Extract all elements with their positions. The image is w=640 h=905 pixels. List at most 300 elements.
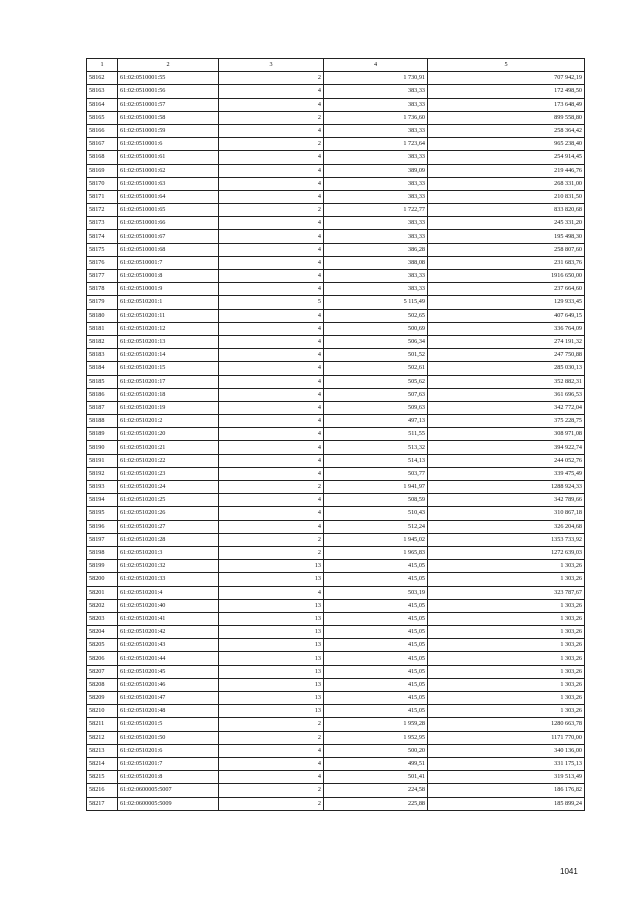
table-cell: 58201 <box>87 586 118 599</box>
table-cell: 4 <box>219 388 324 401</box>
table-cell: 508,59 <box>324 494 428 507</box>
table-cell: 1 303,26 <box>428 612 585 625</box>
table-row <box>87 599 585 612</box>
table-cell: 61:02:0510001:66 <box>118 217 219 230</box>
table-cell: 326 204,68 <box>428 520 585 533</box>
table-cell: 13 <box>219 560 324 573</box>
table-cell: 319 513,49 <box>428 771 585 784</box>
header-cell: 3 <box>219 59 324 72</box>
table-cell: 61:02:0510001:56 <box>118 85 219 98</box>
table-cell: 1 303,26 <box>428 599 585 612</box>
table-row <box>87 415 585 428</box>
table-cell: 61:02:0510001:57 <box>118 98 219 111</box>
table-cell: 1288 924,33 <box>428 481 585 494</box>
table-cell: 237 664,60 <box>428 283 585 296</box>
table-cell: 58195 <box>87 507 118 520</box>
table-row <box>87 204 585 217</box>
table-row <box>87 230 585 243</box>
table-cell: 2 <box>219 138 324 151</box>
table-cell: 1 941,97 <box>324 481 428 494</box>
table-row <box>87 744 585 757</box>
table-cell: 13 <box>219 665 324 678</box>
table-cell: 173 648,49 <box>428 98 585 111</box>
table-cell: 361 696,53 <box>428 388 585 401</box>
table-cell: 61:02:0510201:6 <box>118 744 219 757</box>
table-cell: 61:02:0510001:55 <box>118 72 219 85</box>
table-cell: 4 <box>219 243 324 256</box>
table-cell: 58211 <box>87 718 118 731</box>
table-cell: 2 <box>219 546 324 559</box>
table-cell: 58183 <box>87 349 118 362</box>
table-cell: 4 <box>219 375 324 388</box>
table-cell: 407 649,15 <box>428 309 585 322</box>
table-cell: 58182 <box>87 335 118 348</box>
table-row <box>87 797 585 810</box>
table-cell: 61:02:0510201:15 <box>118 362 219 375</box>
table-cell: 61:02:0510201:46 <box>118 678 219 691</box>
table-cell: 1 303,26 <box>428 678 585 691</box>
table-cell: 61:02:0510001:62 <box>118 164 219 177</box>
table-cell: 308 971,08 <box>428 428 585 441</box>
table-cell: 61:02:0510201:33 <box>118 573 219 586</box>
table-cell: 58207 <box>87 665 118 678</box>
table-cell: 61:02:0510201:45 <box>118 665 219 678</box>
table-cell: 61:02:0510001:64 <box>118 190 219 203</box>
table-cell: 61:02:0510201:8 <box>118 771 219 784</box>
table-cell: 58165 <box>87 111 118 124</box>
table-cell: 268 331,00 <box>428 177 585 190</box>
table-cell: 129 933,45 <box>428 296 585 309</box>
table-cell: 1 722,77 <box>324 204 428 217</box>
table-cell: 383,33 <box>324 151 428 164</box>
table-cell: 2 <box>219 72 324 85</box>
table-row <box>87 322 585 335</box>
table-row <box>87 85 585 98</box>
table-row <box>87 190 585 203</box>
table-cell: 1171 770,00 <box>428 731 585 744</box>
table-row <box>87 731 585 744</box>
table-cell: 61:02:0510201:13 <box>118 335 219 348</box>
table-cell: 61:02:0510201:23 <box>118 467 219 480</box>
table-row <box>87 375 585 388</box>
table-cell: 58196 <box>87 520 118 533</box>
table-cell: 4 <box>219 177 324 190</box>
table-cell: 61:02:0510201:2 <box>118 415 219 428</box>
table-cell: 4 <box>219 230 324 243</box>
table-cell: 61:02:0510201:21 <box>118 441 219 454</box>
table-cell: 2 <box>219 797 324 810</box>
table-cell: 707 942,19 <box>428 72 585 85</box>
table-cell: 4 <box>219 283 324 296</box>
table-cell: 58205 <box>87 639 118 652</box>
table-cell: 415,05 <box>324 705 428 718</box>
table-row <box>87 441 585 454</box>
table-row <box>87 705 585 718</box>
table-cell: 58203 <box>87 612 118 625</box>
table-cell: 61:02:0510201:43 <box>118 639 219 652</box>
table-cell: 172 498,50 <box>428 85 585 98</box>
table-cell: 58168 <box>87 151 118 164</box>
table-cell: 61:02:0510201:44 <box>118 652 219 665</box>
table-row <box>87 428 585 441</box>
table-cell: 1916 650,00 <box>428 270 585 283</box>
table-cell: 340 136,00 <box>428 744 585 757</box>
table-cell: 61:02:0510201:4 <box>118 586 219 599</box>
table-cell: 4 <box>219 428 324 441</box>
table-row <box>87 771 585 784</box>
table-cell: 415,05 <box>324 639 428 652</box>
table-cell: 61:02:0510001:8 <box>118 270 219 283</box>
table-cell: 4 <box>219 467 324 480</box>
table-cell: 61:02:0510201:41 <box>118 612 219 625</box>
table-cell: 61:02:0510201:22 <box>118 454 219 467</box>
table-row <box>87 243 585 256</box>
table-cell: 61:02:0510201:11 <box>118 309 219 322</box>
header-row <box>87 59 585 72</box>
table-row <box>87 124 585 137</box>
data-table <box>86 58 585 811</box>
table-cell: 58204 <box>87 626 118 639</box>
table-cell: 61:02:0510001:65 <box>118 204 219 217</box>
table-cell: 231 683,76 <box>428 256 585 269</box>
table-cell: 383,33 <box>324 230 428 243</box>
table-cell: 186 176,82 <box>428 784 585 797</box>
table-cell: 58174 <box>87 230 118 243</box>
table-cell: 61:02:0510201:18 <box>118 388 219 401</box>
table-cell: 502,65 <box>324 309 428 322</box>
table-cell: 58217 <box>87 797 118 810</box>
table-cell: 219 446,76 <box>428 164 585 177</box>
table-cell: 58177 <box>87 270 118 283</box>
table-cell: 58191 <box>87 454 118 467</box>
table-cell: 285 030,13 <box>428 362 585 375</box>
table-cell: 58167 <box>87 138 118 151</box>
table-cell: 58200 <box>87 573 118 586</box>
table-cell: 224,58 <box>324 784 428 797</box>
table-cell: 415,05 <box>324 665 428 678</box>
table-cell: 510,43 <box>324 507 428 520</box>
table-cell: 58214 <box>87 757 118 770</box>
table-cell: 4 <box>219 85 324 98</box>
table-cell: 185 899,24 <box>428 797 585 810</box>
table-cell: 58162 <box>87 72 118 85</box>
table-cell: 499,51 <box>324 757 428 770</box>
table-cell: 61:02:0510001:68 <box>118 243 219 256</box>
table-cell: 58175 <box>87 243 118 256</box>
table-cell: 383,33 <box>324 85 428 98</box>
table-cell: 13 <box>219 705 324 718</box>
table-cell: 1 945,02 <box>324 533 428 546</box>
table-cell: 1 736,60 <box>324 111 428 124</box>
table-cell: 61:02:0510001:7 <box>118 256 219 269</box>
table-row <box>87 507 585 520</box>
table-cell: 2 <box>219 111 324 124</box>
table-cell: 61:02:0510201:27 <box>118 520 219 533</box>
table-cell: 225,88 <box>324 797 428 810</box>
table-cell: 383,33 <box>324 217 428 230</box>
table-cell: 58181 <box>87 322 118 335</box>
table-cell: 61:02:0510201:40 <box>118 599 219 612</box>
table-cell: 383,33 <box>324 190 428 203</box>
table-cell: 415,05 <box>324 560 428 573</box>
table-row <box>87 718 585 731</box>
table-row <box>87 454 585 467</box>
table-cell: 61:02:0510201:14 <box>118 349 219 362</box>
table-row <box>87 335 585 348</box>
table-cell: 58170 <box>87 177 118 190</box>
table-cell: 4 <box>219 494 324 507</box>
table-cell: 58216 <box>87 784 118 797</box>
table-row <box>87 388 585 401</box>
table-cell: 4 <box>219 270 324 283</box>
table-row <box>87 533 585 546</box>
table-cell: 58202 <box>87 599 118 612</box>
table-cell: 503,77 <box>324 467 428 480</box>
table-cell: 1 723,64 <box>324 138 428 151</box>
table-cell: 4 <box>219 586 324 599</box>
table-cell: 4 <box>219 757 324 770</box>
table-cell: 61:02:0510201:26 <box>118 507 219 520</box>
table-cell: 13 <box>219 678 324 691</box>
table-cell: 61:02:0510001:61 <box>118 151 219 164</box>
table-cell: 500,69 <box>324 322 428 335</box>
table-row <box>87 111 585 124</box>
table-cell: 388,08 <box>324 256 428 269</box>
table-row <box>87 678 585 691</box>
table-cell: 247 750,88 <box>428 349 585 362</box>
table-cell: 61:02:0510201:20 <box>118 428 219 441</box>
table-cell: 58176 <box>87 256 118 269</box>
table-cell: 415,05 <box>324 573 428 586</box>
table-cell: 501,41 <box>324 771 428 784</box>
table-cell: 1 303,26 <box>428 626 585 639</box>
table-cell: 258 807,60 <box>428 243 585 256</box>
header-cell: 1 <box>87 59 118 72</box>
table-cell: 61:02:0600005:5009 <box>118 797 219 810</box>
table-row <box>87 283 585 296</box>
table-cell: 505,62 <box>324 375 428 388</box>
table-cell: 415,05 <box>324 692 428 705</box>
table-cell: 58172 <box>87 204 118 217</box>
page-number: 1041 <box>560 867 578 876</box>
table-cell: 2 <box>219 731 324 744</box>
table-cell: 386,28 <box>324 243 428 256</box>
table-row <box>87 270 585 283</box>
table-cell: 415,05 <box>324 599 428 612</box>
table-cell: 5 <box>219 296 324 309</box>
table-cell: 2 <box>219 481 324 494</box>
table-cell: 497,13 <box>324 415 428 428</box>
table-cell: 58166 <box>87 124 118 137</box>
table-cell: 13 <box>219 692 324 705</box>
table-cell: 4 <box>219 217 324 230</box>
table-cell: 2 <box>219 718 324 731</box>
table-cell: 58173 <box>87 217 118 230</box>
table-cell: 4 <box>219 190 324 203</box>
table-cell: 4 <box>219 520 324 533</box>
table-cell: 1 303,26 <box>428 652 585 665</box>
table-cell: 1280 663,78 <box>428 718 585 731</box>
table-cell: 58194 <box>87 494 118 507</box>
table-cell: 274 191,32 <box>428 335 585 348</box>
table-cell: 415,05 <box>324 626 428 639</box>
table-cell: 58197 <box>87 533 118 546</box>
table-row <box>87 586 585 599</box>
table-cell: 61:02:0510201:19 <box>118 401 219 414</box>
table-cell: 506,34 <box>324 335 428 348</box>
table-cell: 2 <box>219 533 324 546</box>
table-cell: 58210 <box>87 705 118 718</box>
table-cell: 61:02:0600005:5007 <box>118 784 219 797</box>
table-cell: 383,33 <box>324 124 428 137</box>
table-cell: 61:02:0510201:24 <box>118 481 219 494</box>
table-cell: 58180 <box>87 309 118 322</box>
table-cell: 58178 <box>87 283 118 296</box>
table-cell: 1 303,26 <box>428 573 585 586</box>
table-row <box>87 309 585 322</box>
table-cell: 254 914,45 <box>428 151 585 164</box>
table-row <box>87 296 585 309</box>
table-row <box>87 177 585 190</box>
table-cell: 61:02:0510001:59 <box>118 124 219 137</box>
table-cell: 383,33 <box>324 98 428 111</box>
table-cell: 61:02:0510201:32 <box>118 560 219 573</box>
table-row <box>87 520 585 533</box>
table-cell: 501,52 <box>324 349 428 362</box>
table-cell: 1 303,26 <box>428 692 585 705</box>
table-cell: 512,24 <box>324 520 428 533</box>
table-cell: 4 <box>219 256 324 269</box>
table-row <box>87 494 585 507</box>
table-cell: 4 <box>219 362 324 375</box>
table-row <box>87 546 585 559</box>
table-cell: 1 303,26 <box>428 560 585 573</box>
table-cell: 4 <box>219 309 324 322</box>
table-cell: 58190 <box>87 441 118 454</box>
table-cell: 4 <box>219 744 324 757</box>
table-cell: 507,63 <box>324 388 428 401</box>
table-row <box>87 652 585 665</box>
table-cell: 1 965,83 <box>324 546 428 559</box>
table-cell: 61:02:0510201:25 <box>118 494 219 507</box>
table-cell: 61:02:0510001:58 <box>118 111 219 124</box>
table-row <box>87 362 585 375</box>
table-cell: 13 <box>219 573 324 586</box>
table-cell: 58198 <box>87 546 118 559</box>
table-row <box>87 138 585 151</box>
table-cell: 4 <box>219 98 324 111</box>
table-cell: 61:02:0510001:63 <box>118 177 219 190</box>
table-row <box>87 151 585 164</box>
table-cell: 1353 733,92 <box>428 533 585 546</box>
table-cell: 58188 <box>87 415 118 428</box>
table-row <box>87 98 585 111</box>
table-cell: 4 <box>219 349 324 362</box>
table-cell: 4 <box>219 454 324 467</box>
table-cell: 4 <box>219 771 324 784</box>
table-cell: 514,13 <box>324 454 428 467</box>
table-cell: 331 175,13 <box>428 757 585 770</box>
table-cell: 513,32 <box>324 441 428 454</box>
table-cell: 61:02:0510001:6 <box>118 138 219 151</box>
table-cell: 13 <box>219 626 324 639</box>
table-cell: 4 <box>219 441 324 454</box>
table-cell: 339 475,49 <box>428 467 585 480</box>
table-cell: 4 <box>219 151 324 164</box>
table-cell: 1 303,26 <box>428 705 585 718</box>
table-cell: 13 <box>219 652 324 665</box>
table-cell: 195 498,30 <box>428 230 585 243</box>
table-cell: 1 952,95 <box>324 731 428 744</box>
table-cell: 58189 <box>87 428 118 441</box>
table-cell: 58193 <box>87 481 118 494</box>
table-cell: 415,05 <box>324 678 428 691</box>
table-cell: 61:02:0510201:3 <box>118 546 219 559</box>
table-cell: 58186 <box>87 388 118 401</box>
table-cell: 383,33 <box>324 177 428 190</box>
table-cell: 899 558,80 <box>428 111 585 124</box>
table-cell: 58164 <box>87 98 118 111</box>
table-row <box>87 612 585 625</box>
table-cell: 4 <box>219 401 324 414</box>
table-row <box>87 481 585 494</box>
header-cell: 4 <box>324 59 428 72</box>
table-cell: 4 <box>219 507 324 520</box>
table-cell: 2 <box>219 784 324 797</box>
table-cell: 310 867,18 <box>428 507 585 520</box>
table-row <box>87 560 585 573</box>
table-cell: 13 <box>219 612 324 625</box>
table-cell: 58215 <box>87 771 118 784</box>
table-cell: 58187 <box>87 401 118 414</box>
table-cell: 61:02:0510201:28 <box>118 533 219 546</box>
table-cell: 4 <box>219 164 324 177</box>
table-cell: 61:02:0510201:1 <box>118 296 219 309</box>
table-cell: 323 787,67 <box>428 586 585 599</box>
table-cell: 58179 <box>87 296 118 309</box>
table-cell: 58192 <box>87 467 118 480</box>
table-cell: 58171 <box>87 190 118 203</box>
table-cell: 1 959,28 <box>324 718 428 731</box>
table-row <box>87 665 585 678</box>
table-cell: 61:02:0510201:50 <box>118 731 219 744</box>
table-cell: 245 331,20 <box>428 217 585 230</box>
table-row <box>87 784 585 797</box>
table-row <box>87 692 585 705</box>
table-cell: 4 <box>219 322 324 335</box>
table-cell: 503,19 <box>324 586 428 599</box>
table-cell: 58213 <box>87 744 118 757</box>
table-cell: 352 882,31 <box>428 375 585 388</box>
table-cell: 383,33 <box>324 283 428 296</box>
table-cell: 511,55 <box>324 428 428 441</box>
table-row <box>87 256 585 269</box>
table-cell: 4 <box>219 415 324 428</box>
table-cell: 61:02:0510201:42 <box>118 626 219 639</box>
table-row <box>87 757 585 770</box>
table-cell: 61:02:0510201:5 <box>118 718 219 731</box>
table-cell: 500,20 <box>324 744 428 757</box>
table-cell: 58169 <box>87 164 118 177</box>
table-cell: 13 <box>219 599 324 612</box>
table-row <box>87 573 585 586</box>
table-cell: 244 052,76 <box>428 454 585 467</box>
table-cell: 375 228,75 <box>428 415 585 428</box>
table-cell: 61:02:0510201:17 <box>118 375 219 388</box>
table-row <box>87 164 585 177</box>
table-cell: 502,61 <box>324 362 428 375</box>
table-row <box>87 401 585 414</box>
